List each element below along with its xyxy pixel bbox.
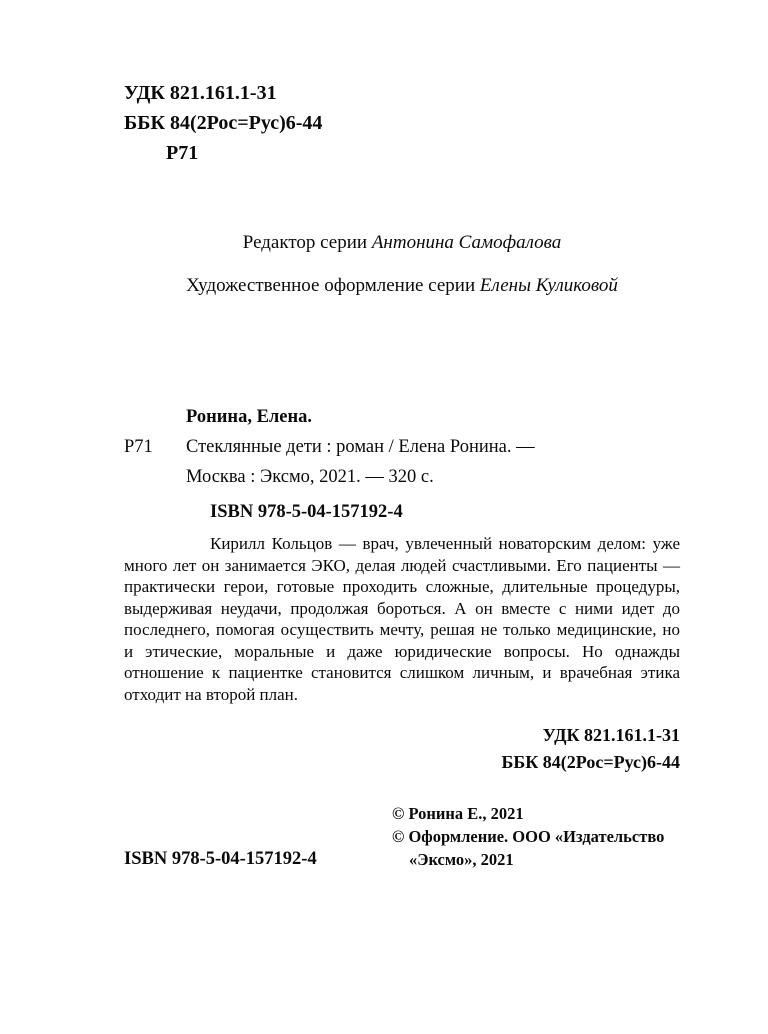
copyright-design-line-1: © Оформление. ООО «Издательство	[392, 827, 665, 846]
author-sign-margin: Р71	[124, 437, 153, 457]
udk-code-top: УДК 821.161.1-31	[124, 82, 277, 104]
bibliographic-codes-bottom	[124, 722, 680, 776]
series-designer-line	[124, 273, 680, 298]
bibliographic-codes-top	[124, 78, 680, 168]
copyright-design-line-2: «Эксмо», 2021	[409, 850, 514, 869]
catalog-entry-row	[124, 432, 680, 492]
bbk-code-top: ББК 84(2Рос=Рус)6-44	[124, 112, 323, 134]
series-editor-label: Редактор серии	[242, 232, 372, 253]
isbn-catalog: ISBN 978-5-04-157192-4	[210, 502, 403, 522]
series-designer-name: Елены Куликовой	[479, 275, 618, 296]
series-designer-label: Художественное оформление серии	[186, 275, 480, 296]
series-editor-line	[124, 230, 680, 255]
bottom-row	[124, 802, 680, 871]
catalog-entry-line-2: Москва : Эксмо, 2021. — 320 с.	[186, 467, 434, 487]
series-credits	[124, 230, 680, 298]
catalog-entry-line-1: Стеклянные дети : роман / Елена Ронина. —	[186, 437, 535, 457]
bbk-code-bottom: ББК 84(2Рос=Рус)6-44	[501, 752, 680, 772]
book-annotation: Кирилл Кольцов — врач, увлеченный новаторским делом: уже много лет он занимается ЭКО, делая людей счастливыми. Его пациенты — практически герои, готовые проходить сложные, длительные процедуры, выдерживая неудачи, продолжая бороться. А он вместе с ними идет до последнего, помогая осуществить мечту, решая не только медицинские, но и этические, моральные и даже юридические вопросы. Но однажды отношение к пациентке становится слишком личным, и врачебная этика отходит на второй план.	[124, 534, 680, 704]
copyright-author: © Ронина Е., 2021	[392, 804, 524, 823]
catalog-card	[124, 402, 680, 527]
catalog-author: Ронина, Елена.	[186, 407, 313, 427]
author-sign-top: Р71	[166, 142, 199, 164]
isbn-bottom: ISBN 978-5-04-157192-4	[124, 849, 317, 869]
catalog-entry	[186, 432, 680, 492]
udk-code-bottom: УДК 821.161.1-31	[542, 725, 680, 745]
series-editor-name: Антонина Самофалова	[371, 232, 562, 253]
copyright-block	[392, 802, 680, 871]
